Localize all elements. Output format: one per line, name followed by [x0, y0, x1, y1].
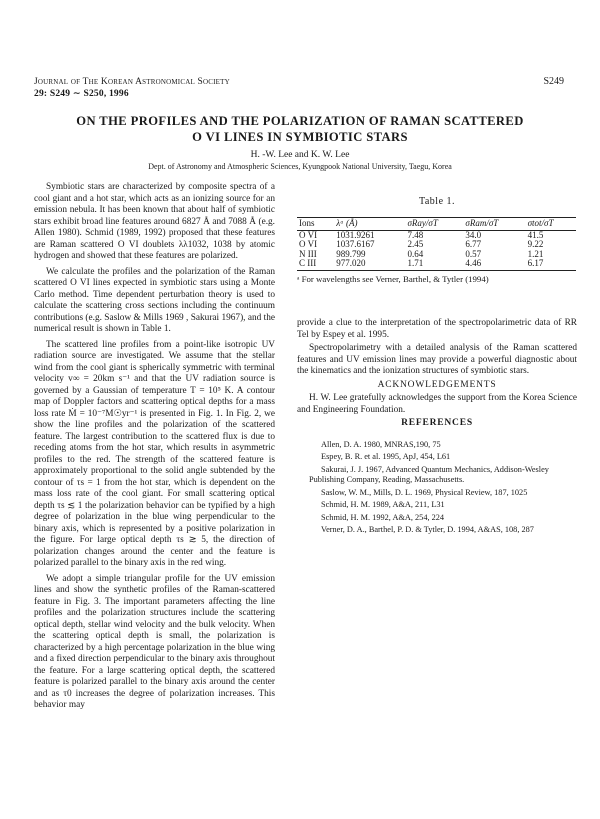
references-heading: REFERENCES — [401, 418, 473, 428]
table-cell: 9.22 — [527, 239, 544, 249]
right-column — [297, 318, 577, 538]
table-cell: 1031.9261 — [336, 229, 375, 240]
journal-name: Journal of The Korean Astronomical Society — [34, 77, 230, 87]
table-cell: 7.48 — [407, 229, 424, 240]
table-cell: 989.799 — [336, 248, 366, 259]
table-cell: 34.0 — [465, 229, 482, 240]
table-cell: 1037.6167 — [336, 239, 375, 249]
title-line-2: O VI LINES IN SYMBIOTIC STARS — [192, 130, 408, 144]
paragraph-5: Spectropolarimetry with a detailed analysis of the Raman scattered features and UV emission lines may provide a powerful diagnostic about the kinematics and the ionization structures of symbiotic stars. — [297, 343, 577, 376]
header-sigma-tot: σtot/σT — [526, 218, 576, 231]
reference-item: Schmid, H. M. 1992, A&A, 254, 224 — [321, 512, 445, 522]
table-row — [297, 259, 576, 270]
table-cell: 6.77 — [465, 239, 482, 249]
table-cell: 1.21 — [527, 248, 544, 259]
left-column — [34, 182, 275, 716]
table-cell: 6.17 — [526, 259, 576, 270]
reference-item: Verner, D. A., Barthel, P. D. & Tytler, D. 1994, A&AS, 108, 287 — [321, 525, 534, 534]
table-cell: O VI — [299, 239, 318, 249]
paragraph-3: The scattered line profiles from a point-like isotropic UV radiation source are investigated. We assume that the stellar wind from the cool giant is spherically symmetric with terminal velocity v∞ = 20km s⁻¹ and that the UV radiation source is governed by a Gaussian of temperature T = 10⁵ K. A contour map of Doppler factors and scattering optical depths for a mass loss rate Ṁ = 10⁻⁷M☉yr⁻¹ is presented in Fig. 1. In Fig. 2, we show the line profiles and the polarization of the scattered feature. The largest contribution to the scattered flux is due to receding atoms from the hot star, which results in asymmetric profiles to the red. The strength of the scattered feature is approximately proportional to the solid angle subtended by the contour of τs = 1 from the hot star, which is dependent on the mass loss rate of the cool giant. For small scattering optical depth τs ≲ 1 the polarization behavior can be typified by a high degree of polarization in the blue wing perpendicular to the binary axis, which is represented by a positive polarization in the figure. For large optical depth τs ≳ 5, the direction of polarization changes around the center and the feature is polarized parallel to the binary axis in the red wing. — [34, 339, 275, 568]
reference-item: Schmid, H. M. 1989, A&A, 211, L31 — [321, 500, 445, 509]
acknowledgements-heading: ACKNOWLEDGEMENTS — [377, 379, 497, 390]
reference-item: Espey, B. R. et al. 1995, ApJ, 454, L61 — [321, 452, 451, 461]
table-cell: O VI — [299, 229, 318, 240]
paragraph-continued: provide a clue to the interpretation of the spectropolarimetric data of RR Tel by Espey et al. 1995. — [297, 318, 577, 340]
affiliation: Dept. of Astronomy and Atmospheric Sciences, Kyungpook National University, Taegu, Korea — [148, 162, 452, 171]
table-cell: 0.64 — [407, 248, 424, 259]
table-cell: N III — [299, 248, 317, 259]
header-wavelength: λᵃ (Å) — [334, 218, 405, 231]
header-sigma-ray: σRay/σT — [405, 218, 463, 231]
table-cell: C III — [297, 259, 334, 270]
reference-item: Allen, D. A. 1980, MNRAS,190, 75 — [321, 439, 441, 449]
page-number: S249 — [543, 76, 564, 87]
table-header-row — [297, 218, 576, 231]
cross-section-table — [297, 217, 576, 271]
paragraph-2: We calculate the profiles and the polarization of the Raman scattered O VI lines expected in symbiotic stars using a Monte Carlo method. Time dependent perturbation theory is used to calculate the scattering cross sections including the continuum contributions (e.g. Saslow & Mills 1969 , Sakurai 1967), and the numerical result is shown in Table 1. — [34, 266, 275, 334]
table-cell: 4.46 — [463, 259, 525, 270]
volume-line: 29: S249 ∼ S250, 1996 — [34, 89, 129, 99]
authors: H. -W. Lee and K. W. Lee — [250, 150, 350, 160]
reference-item: Sakurai, J. J. 1967, Advanced Quantum Mechanics, Addison-Wesley Publishing Company, Reading, Massachusetts. — [309, 464, 549, 484]
paper-title — [40, 113, 560, 145]
paragraph-4: We adopt a simple triangular profile for the UV emission lines and show the synthetic profiles of the Raman-scattered feature in Fig. 3. The important parameters affecting the line profiles and the polarization structures include the scattering optical depth, stellar wind velocity and the bulk velocity. When the scattering optical depth is small, the polarization is characterized by a high percentage polarization in the blue wing and a fixed direction perpendicular to the binary axis throughout the feature. For a large scattering optical depth, the scattered feature is polarized parallel to the binary axis around the center and as τ0 increases the degree of polarization increases. This behavior may — [34, 573, 275, 710]
journal-header — [34, 76, 230, 100]
table-cell: 2.45 — [407, 239, 424, 249]
table-cell: 1.71 — [405, 259, 463, 270]
table-cell: 0.57 — [465, 248, 482, 259]
header-sigma-ram: σRam/σT — [463, 218, 525, 231]
table-footnote: ᵃ For wavelengths see Verner, Barthel, & Tytler (1994) — [297, 274, 489, 284]
table-cell: 41.5 — [527, 229, 544, 240]
reference-item: Saslow, W. M., Mills, D. L. 1969, Physical Review, 187, 1025 — [321, 487, 528, 497]
table-cell: 977.020 — [334, 259, 405, 270]
table-title: Table 1. — [418, 196, 456, 207]
acknowledgements-text: H. W. Lee gratefully acknowledges the support from the Korea Science and Engineering Foundation. — [297, 393, 577, 415]
title-line-1: ON THE PROFILES AND THE POLARIZATION OF RAMAN SCATTERED — [76, 114, 524, 128]
header-ions: Ions — [297, 218, 334, 231]
paragraph-1: Symbiotic stars are characterized by composite spectra of a cool giant and a hot star, which acts as an ionizing source for an emission nebula. It has been known that about half of symbiotic stars exhibit broad line features around 6827 Å and 7088 Å (e.g. Allen 1980). Schmid (1989, 1992) proposed that these features are Raman scattered O VI doublets λλ1032, 1038 by atomic hydrogen and showed that these features are polarized. — [34, 182, 275, 261]
reference-list — [297, 440, 577, 536]
